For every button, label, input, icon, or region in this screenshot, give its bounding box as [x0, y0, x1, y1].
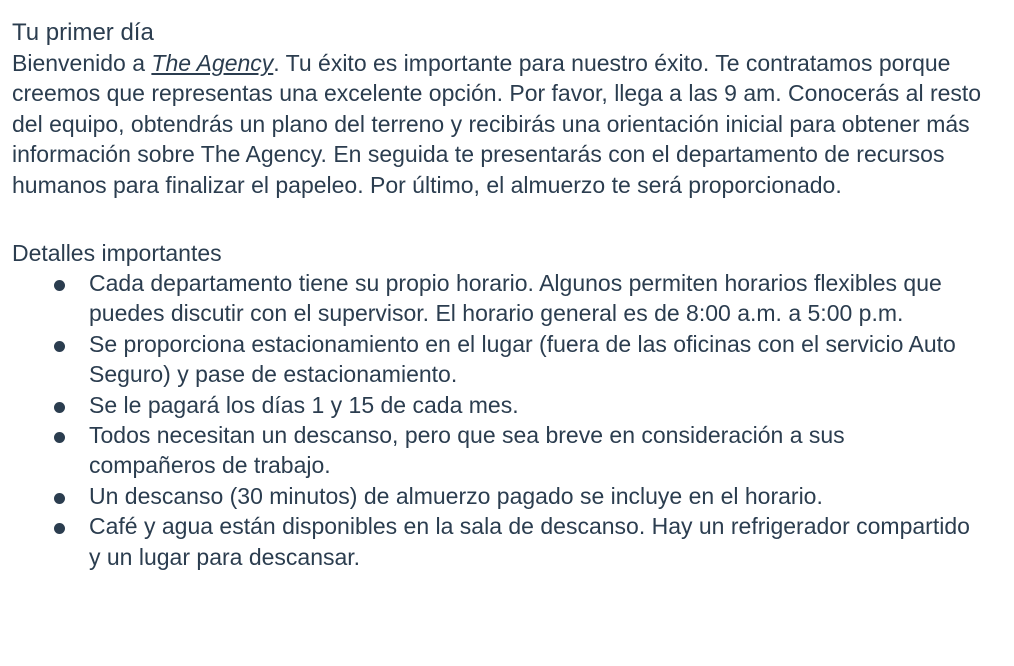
list-item-text: Se proporciona estacionamiento en el lugar (fuera de las oficinas con el servicio Auto Seguro) y pase de estacionamiento.: [89, 330, 956, 388]
bullet-icon: [54, 402, 65, 413]
intro-paragraph: [12, 48, 987, 200]
page-title: Tu primer día: [12, 19, 154, 46]
list-item: [12, 511, 972, 572]
section-spacer: [12, 200, 990, 238]
intro-text-start: Bienvenido a: [12, 50, 152, 76]
list-item: [12, 268, 972, 329]
list-item-text: Un descanso (30 minutos) de almuerzo pagado se incluye en el horario.: [89, 482, 823, 509]
bullet-icon: [54, 432, 65, 443]
list-item: [12, 420, 972, 481]
list-item-text: Se le pagará los días 1 y 15 de cada mes.: [89, 391, 519, 418]
list-item-text: Todos necesitan un descanso, pero que sea breve en consideración a sus compañeros de trabajo.: [89, 422, 845, 479]
details-list: [12, 268, 990, 572]
bullet-icon: [54, 341, 65, 352]
the-agency-link[interactable]: The Agency: [151, 50, 274, 76]
list-item: [12, 481, 972, 511]
list-item-text: Cada departamento tiene su propio horario. Algunos permiten horarios flexibles que puedes discutir con el supervisor. El horario general es de 8:00 a.m. a 5:00 p.m.: [89, 270, 942, 327]
list-item: [12, 329, 972, 390]
intro-text-rest: . Tu éxito es importante para nuestro éxito. Te contratamos porque creemos que representas una excelente opción. Por favor, llega a las 9 am. Conocerás al resto del equipo, obtendrás un plano del terreno y recibirás una orientación inicial para obtener más información sobre The Agency. En seguida te presentarás con el departamento de recursos humanos para finalizar el papeleo. Por último, el almuerzo te será proporcionado.: [12, 50, 982, 198]
details-heading: Detalles importantes: [12, 240, 222, 267]
bullet-icon: [54, 280, 65, 291]
bullet-icon: [54, 523, 65, 534]
list-item-text: Café y agua están disponibles en la sala de descanso. Hay un refrigerador compartido y un lugar para descansar.: [89, 513, 970, 570]
list-item: [12, 390, 972, 420]
bullet-icon: [54, 493, 65, 504]
